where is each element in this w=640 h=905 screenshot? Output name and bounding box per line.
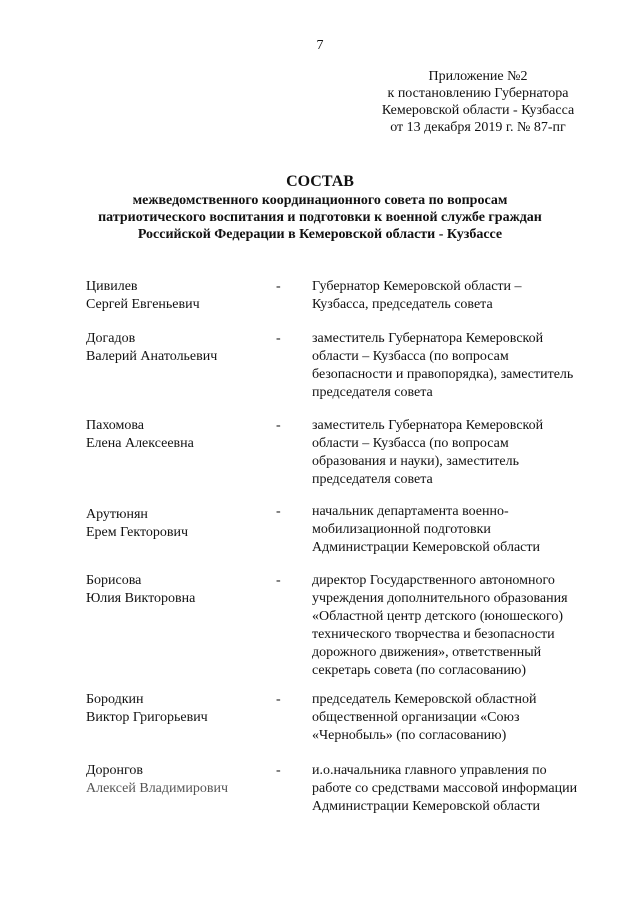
member-name [86,506,266,542]
role-line: технического творчества и безопасности [312,627,555,642]
member-given-name: Сергей Евгеньевич [86,297,200,312]
role-line: заместитель Губернатора Кемеровской [312,331,544,346]
role-line: дорожного движения», ответственный [312,645,542,660]
member-role [312,503,612,557]
role-line: заместитель Губернатора Кемеровской [312,418,544,433]
role-line: мобилизационной подготовки [312,522,491,537]
member-name [86,278,266,314]
appendix-block [358,68,598,136]
member-surname: Бородкин [86,692,144,707]
member-surname: Пахомова [86,418,145,433]
member-surname: Арутюнян [86,507,148,522]
member-given-name: Юлия Викторовна [86,591,196,606]
title-line: патриотического воспитания и подготовки к военной службе граждан [98,210,542,225]
member-dash: - [276,504,281,519]
role-line: безопасности и правопорядка), заместитель [312,367,574,382]
role-line: учреждения дополнительного образования [312,591,568,606]
role-line: Администрации Кемеровской области [312,799,540,814]
role-line: Администрации Кемеровской области [312,540,540,555]
member-name [86,762,266,798]
role-line: образования и науки), заместитель [312,454,519,469]
member-role [312,691,612,745]
member-name [86,572,266,608]
role-line: Губернатор Кемеровской области – [312,279,522,294]
role-line: Кузбасса, председатель совета [312,297,493,312]
role-line: работе со средствами массовой информации [312,781,578,796]
role-line: секретарь совета (по согласованию) [312,663,527,678]
role-line: и.о.начальника главного управления по [312,763,547,778]
member-dash: - [276,418,281,433]
member-dash: - [276,279,281,294]
member-surname: Цивилев [86,279,138,294]
role-line: общественной организации «Союз [312,710,520,725]
member-role [312,278,612,314]
title-line: Российской Федерации в Кемеровской области - Кузбассе [137,227,503,242]
member-role [312,762,612,816]
member-dash: - [276,573,281,588]
appendix-line: от 13 декабря 2019 г. № 87-пг [390,120,566,135]
role-line: «Областной центр детского (юношеского) [312,609,564,624]
member-dash: - [276,763,281,778]
member-dash: - [276,331,281,346]
member-name [86,691,266,727]
appendix-line: Приложение №2 [428,69,528,84]
role-line: председателя совета [312,472,433,487]
title-main: СОСТАВ [286,173,354,190]
page-number: 7 [316,38,324,53]
member-dash: - [276,692,281,707]
member-role [312,572,612,680]
role-line: председателя совета [312,385,433,400]
role-line: «Чернобыль» (по согласованию) [312,728,507,743]
member-name [86,330,266,366]
role-line: директор Государственного автономного [312,573,555,588]
title-line: межведомственного координационного совета по вопросам [132,193,508,208]
title-subtitle [60,192,580,243]
member-role [312,417,612,489]
member-surname: Борисова [86,573,142,588]
appendix-line: к постановлению Губернатора [387,86,569,101]
member-given-name: Алексей Владимирович [86,781,229,796]
member-role [312,330,612,402]
member-given-name: Ерем Гекторович [86,525,189,540]
member-given-name: Елена Алексеевна [86,436,194,451]
member-name [86,417,266,453]
role-line: председатель Кемеровской областной [312,692,537,707]
appendix-line: Кемеровской области - Кузбасса [381,103,575,118]
role-line: области – Кузбасса (по вопросам [312,349,509,364]
member-given-name: Валерий Анатольевич [86,349,218,364]
role-line: области – Кузбасса (по вопросам [312,436,509,451]
member-surname: Догадов [86,331,136,346]
member-given-name: Виктор Григорьевич [86,710,208,725]
member-surname: Доронгов [86,763,144,778]
role-line: начальник департамента военно- [312,504,509,519]
document-title [60,172,580,243]
